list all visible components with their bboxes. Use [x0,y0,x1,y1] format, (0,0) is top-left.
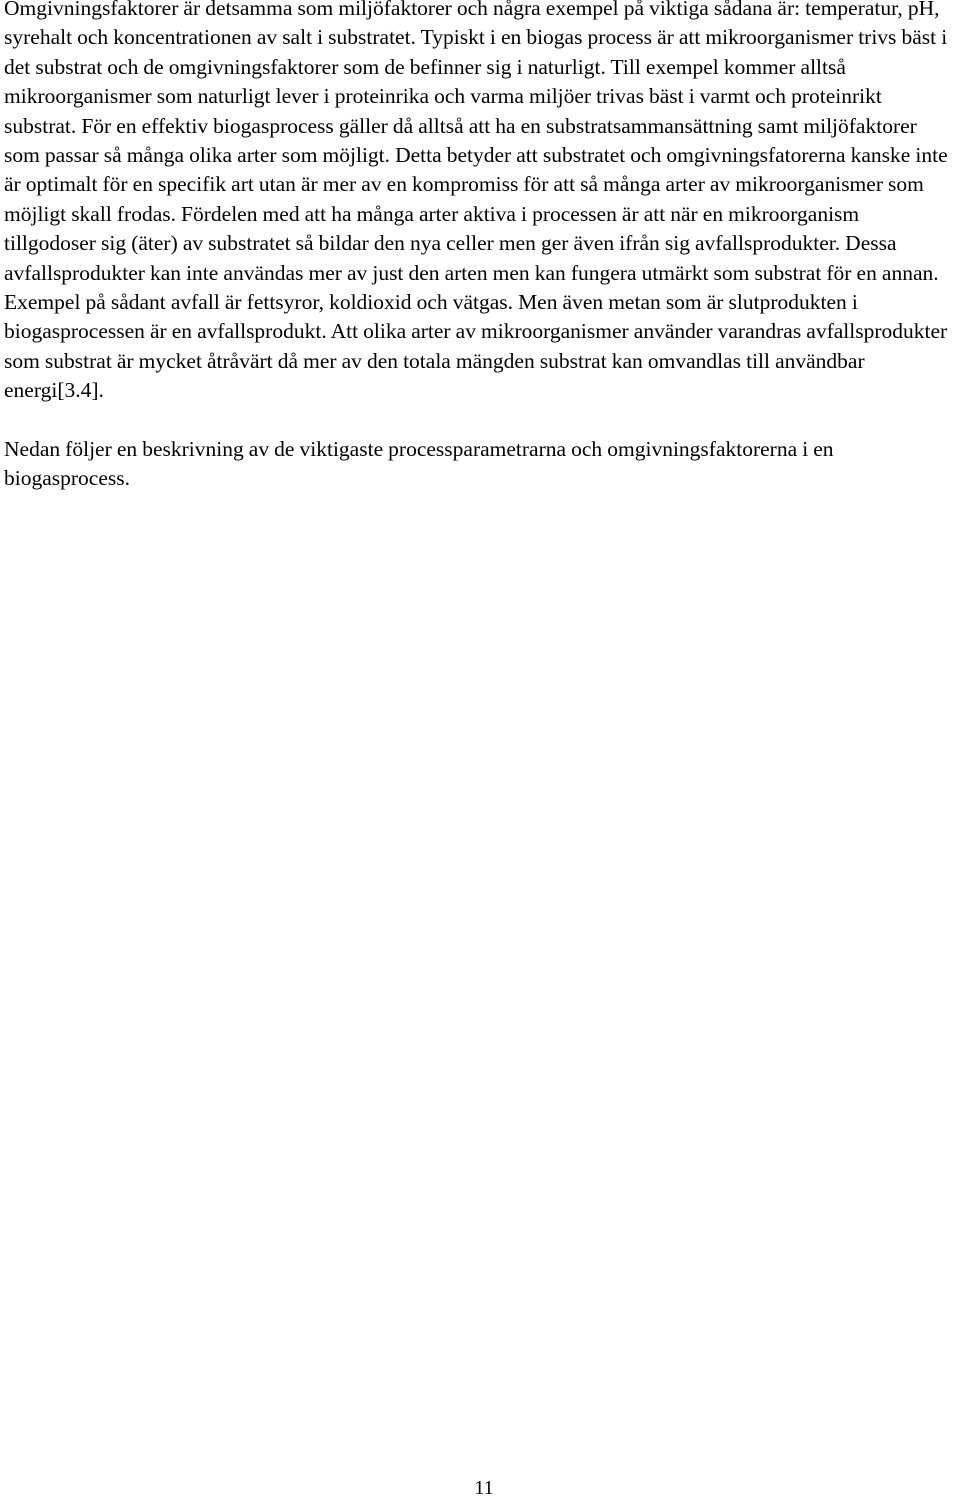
page-number: 11 [474,1477,494,1499]
page-content [4,0,956,494]
body-paragraph-environment-factors: Omgivningsfaktorer är detsamma som miljöfaktorer och några exempel på viktiga sådana är: temperatur, pH, syrehalt och koncentrationen av salt i substratet. Typiskt i en biogas process är att mikroorganismer trivs bäst i det substrat och de omgivningsfaktorer som de befinner sig i naturligt. Till exempel kommer alltså mikroorganismer som naturligt lever i proteinrika och varma miljöer trivas bäst i varmt och proteinrikt substrat. För en effektiv biogasprocess gäller då alltså att ha en substratsammansättning samt miljöfaktorer som passar så många olika arter som möjligt. Detta betyder att substratet och omgivningsfatorerna kanske inte är optimalt för en specifik art utan är mer av en kompromiss för att så många arter av mikroorganismer som möjligt skall frodas. Fördelen med att ha många arter aktiva i processen är att när en mikroorganism tillgodoser sig (äter) av substratet så bildar den nya celler men ger även ifrån sig avfallsprodukter. Dessa avfallsprodukter kan inte användas mer av just den arten men kan fungera utmärkt som substrat för en annan. Exempel på sådant avfall är fettsyror, koldioxid och vätgas. Men även metan som är slutprodukten i biogasprocessen är en avfallsprodukt. Att olika arter av mikroorganismer använder varandras avfallsprodukter som substrat är mycket åtråvärt då mer av den totala mängden substrat kan omvandlas till användbar energi[3.4]. [4,0,948,403]
body-paragraph-process-parameters-intro: Nedan följer en beskrivning av de viktigaste processparametrarna och omgivningsfaktorerna i en biogasprocess. [4,437,834,491]
